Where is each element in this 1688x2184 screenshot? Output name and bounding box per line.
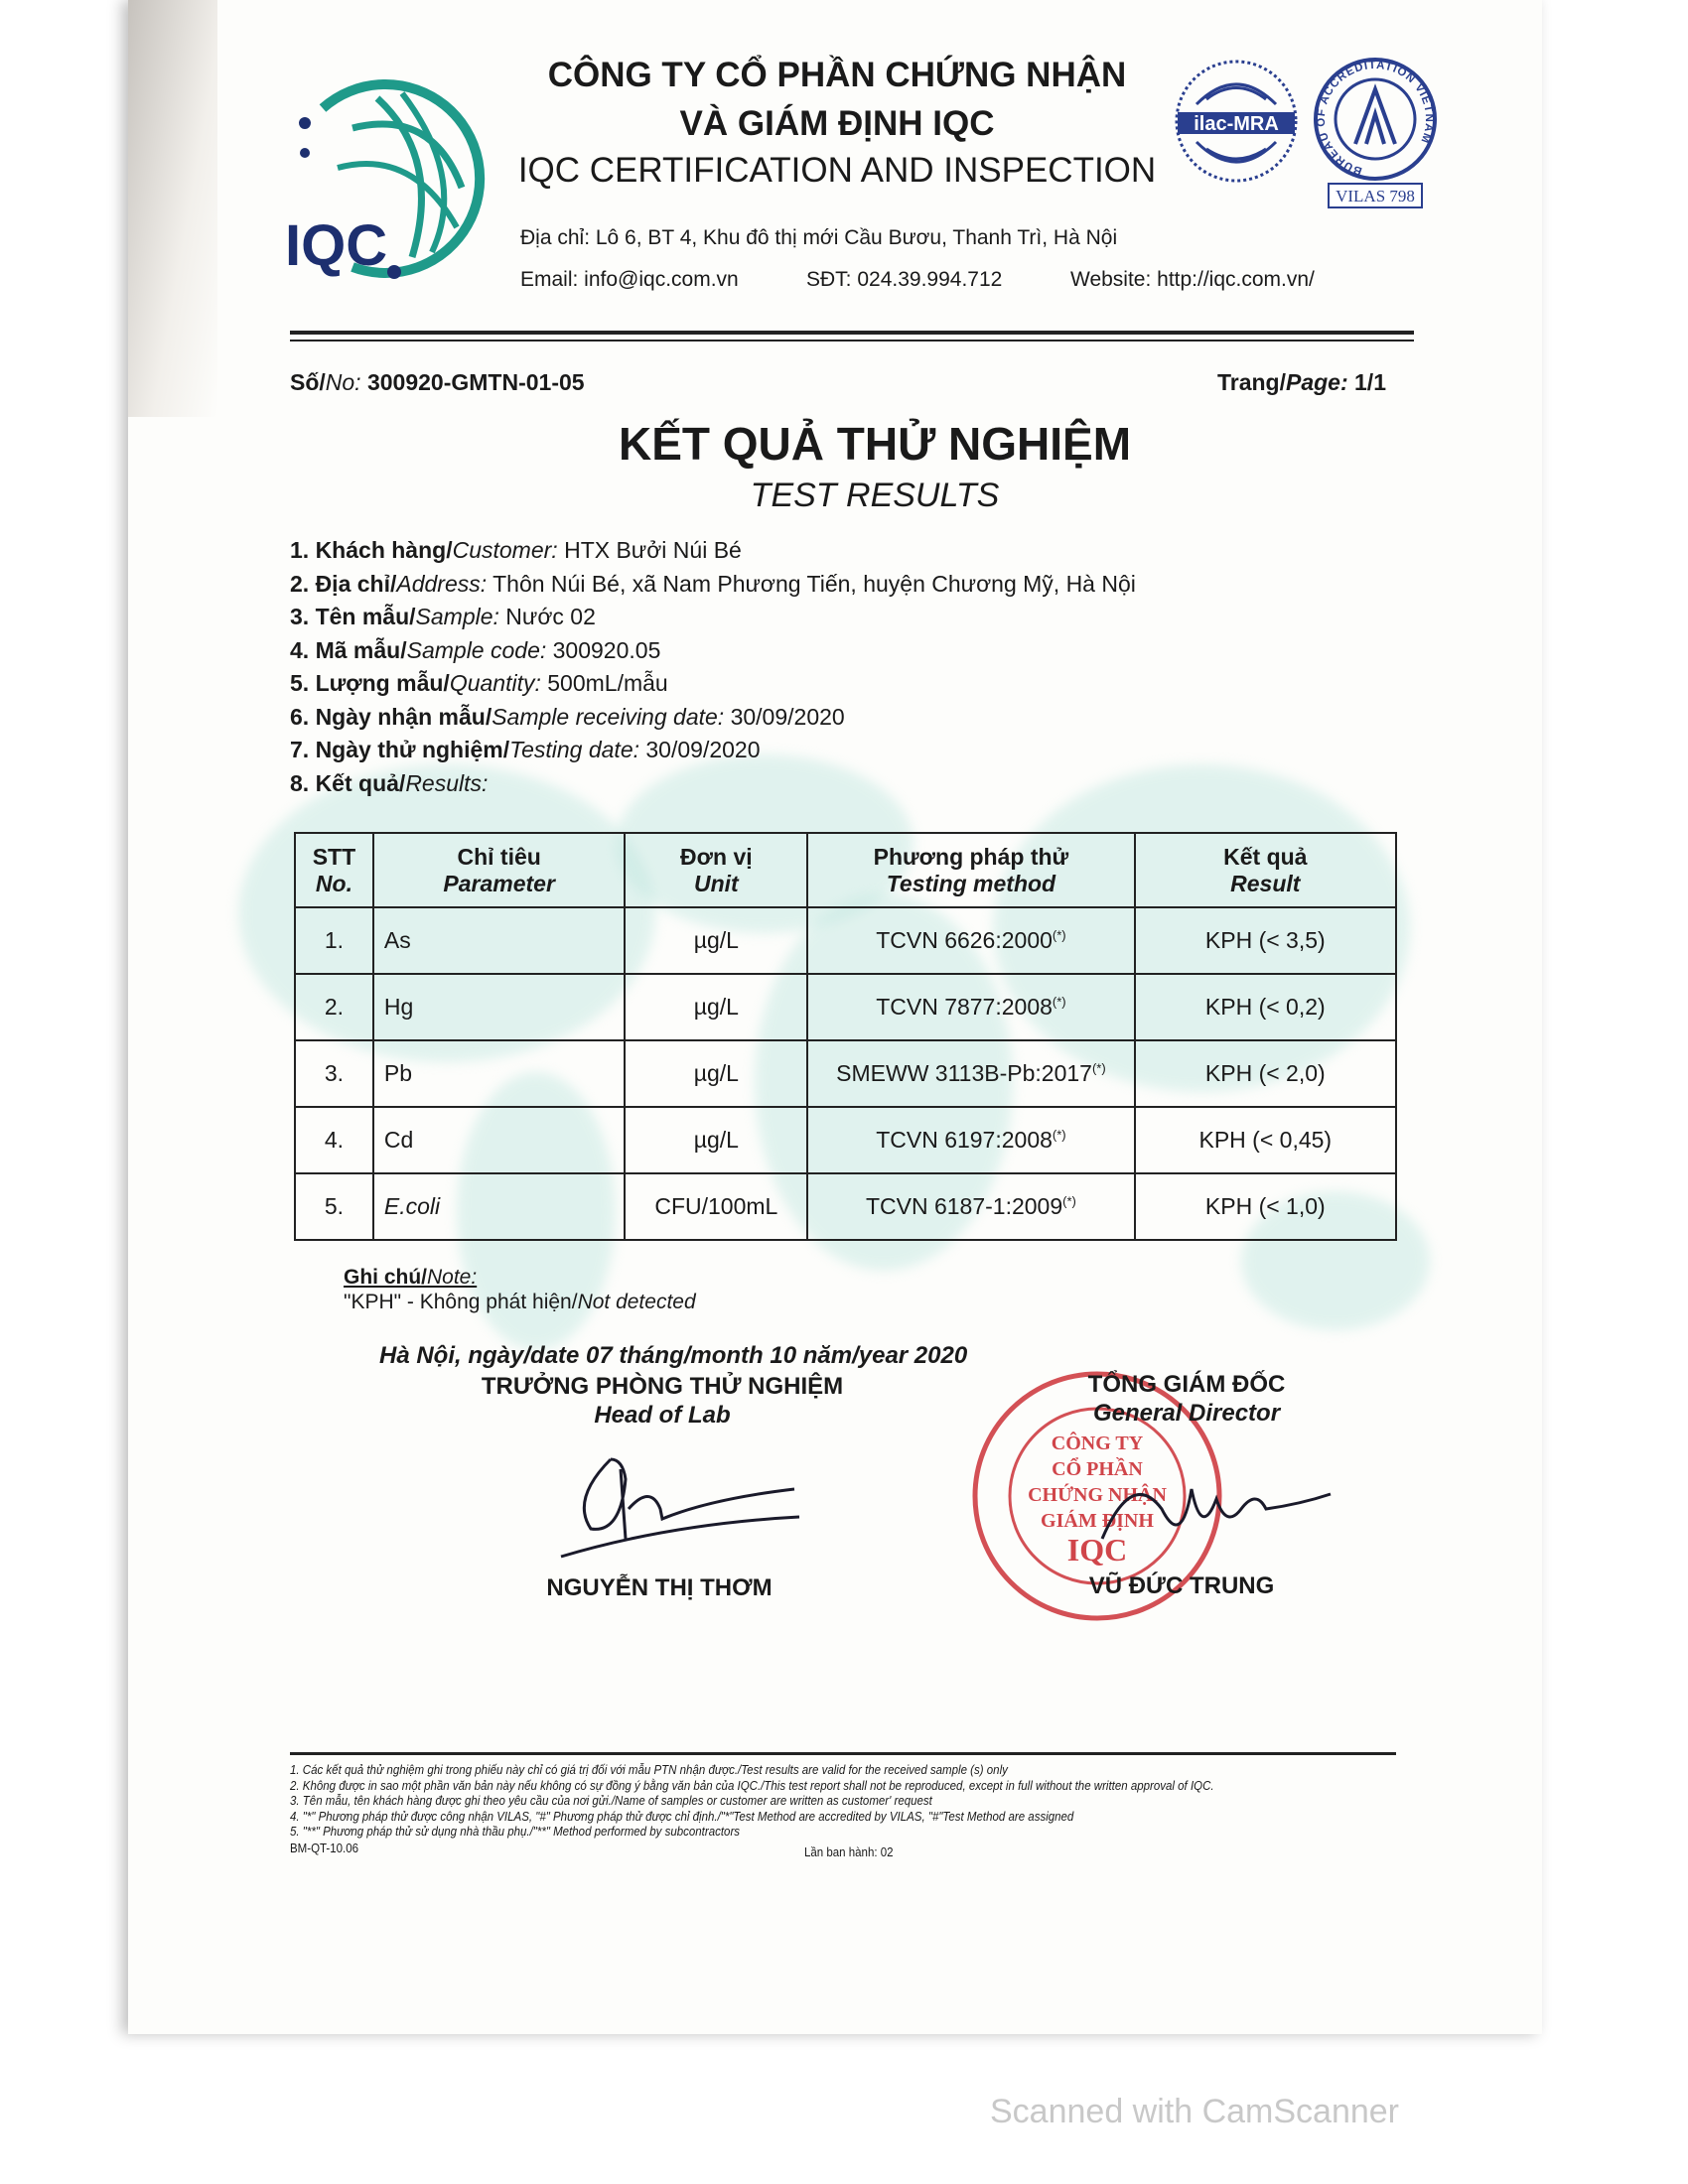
company-name-vn-line2: VÀ GIÁM ĐỊNH IQC — [679, 104, 995, 143]
sample-info-item: 2. Địa chỉ/Address: Thôn Núi Bé, xã Nam Phương Tiến, huyện Chương Mỹ, Hà Nội — [290, 570, 1136, 597]
ilac-mra-badge-icon — [1172, 55, 1301, 189]
svg-text:IQC: IQC — [1066, 1532, 1128, 1568]
cell-parameter: E.coli — [373, 1173, 626, 1240]
company-website: Website: http://iqc.com.vn/ — [1070, 268, 1315, 291]
head-of-lab-title-vn: TRƯỞNG PHÒNG THỬ NGHIỆM — [481, 1373, 844, 1400]
column-header: STT No. — [295, 833, 373, 907]
cell-unit: CFU/100mL — [625, 1173, 807, 1240]
cell-result: KPH (< 0,45) — [1135, 1107, 1396, 1173]
iqc-logo — [283, 68, 492, 283]
svg-text:VILAS 798: VILAS 798 — [1336, 187, 1415, 205]
cell-no: 4. — [295, 1107, 373, 1173]
director-title-en: General Director — [1092, 1400, 1281, 1427]
cell-result: KPH (< 1,0) — [1135, 1173, 1396, 1240]
cell-no: 2. — [295, 974, 373, 1040]
document-number: Số/No: 300920-GMTN-01-05 — [290, 369, 585, 395]
company-name-en: IQC CERTIFICATION AND INSPECTION — [517, 151, 1157, 190]
document-title: KẾT QUẢ THỬ NGHIỆM — [618, 418, 1132, 470]
footer-note: 1. Các kết quả thử nghiệm ghi trong phiếu này chỉ có giá trị đối với mẫu PTN nhận được./Test results are valid for the received sample (s) only — [290, 1763, 1008, 1777]
cell-parameter: Cd — [373, 1107, 626, 1173]
column-header: Phương pháp thử Testing method — [807, 833, 1134, 907]
page-curl-shadow — [128, 0, 217, 417]
head-of-lab-name: NGUYỄN THỊ THƠM — [546, 1574, 773, 1601]
cell-no: 5. — [295, 1173, 373, 1240]
sample-info-item: 6. Ngày nhận mẫu/Sample receiving date: 30/09/2020 — [290, 703, 845, 730]
cell-method: TCVN 6197:2008(*) — [807, 1107, 1134, 1173]
boa-vilas-badge-icon — [1309, 55, 1443, 213]
boa-ring-text: BUREAU OF ACCREDITATION VIETNAM — [1315, 59, 1436, 178]
head-of-lab-signature — [551, 1439, 809, 1569]
cell-parameter: Hg — [373, 974, 626, 1040]
sample-info-item: 5. Lượng mẫu/Quantity: 500mL/mẫu — [290, 670, 668, 696]
footer-note: 4. "*" Phương pháp thử được công nhận VILAS, "#" Phương pháp thử được chỉ định./"*"Test Method are accredited by VILAS, "#"Test Method are assigned — [290, 1809, 1074, 1824]
note-label: Ghi chú/Note: — [344, 1266, 478, 1289]
cell-parameter: As — [373, 907, 626, 974]
sample-info-item: 4. Mã mẫu/Sample code: 300920.05 — [290, 636, 661, 663]
table-row — [295, 1040, 1396, 1107]
header-divider-thin — [290, 340, 1414, 341]
footer-divider — [290, 1752, 1396, 1755]
cell-method: TCVN 7877:2008(*) — [807, 974, 1134, 1040]
cell-unit: µg/L — [625, 974, 807, 1040]
footer-note: 5. "**" Phương pháp thử sử dụng nhà thầu phụ./"**" Method performed by subcontractors — [290, 1825, 741, 1839]
company-name-vn-line1: CÔNG TY CỔ PHẦN CHỨNG NHẬN — [547, 56, 1127, 94]
results-table — [294, 832, 1397, 1241]
cell-result: KPH (< 2,0) — [1135, 1040, 1396, 1107]
table-row — [295, 1173, 1396, 1240]
footer-note: 2. Không được in sao một phần văn bản này nếu không có sự đồng ý bằng văn bản của IQC./This test report shall not be reproduced, except in full without the written approval of IQC. — [290, 1778, 1214, 1793]
document-subtitle: TEST RESULTS — [750, 477, 1000, 514]
sample-info-item: 7. Ngày thử nghiệm/Testing date: 30/09/2020 — [290, 737, 761, 762]
svg-text:CÔNG TY: CÔNG TY — [1051, 1433, 1144, 1454]
company-address: Địa chỉ: Lô 6, BT 4, Khu đô thị mới Cầu Bươu, Thanh Trì, Hà Nội — [520, 226, 1118, 249]
company-email: Email: info@iqc.com.vn — [520, 268, 739, 291]
column-header: Kết quả Result — [1135, 833, 1396, 907]
cell-method: TCVN 6187-1:2009(*) — [807, 1173, 1134, 1240]
page-number: Trang/Page: 1/1 — [1216, 369, 1386, 395]
table-row — [295, 1107, 1396, 1173]
cell-parameter: Pb — [373, 1040, 626, 1107]
sample-info-item: 8. Kết quả/Results: — [290, 769, 489, 796]
cell-method: SMEWW 3113B-Pb:2017(*) — [807, 1040, 1134, 1107]
sign-date: Hà Nội, ngày/date 07 tháng/month 10 năm/year 2020 — [379, 1342, 968, 1369]
sample-info-item: 3. Tên mẫu/Sample: Nước 02 — [290, 604, 596, 629]
cell-unit: µg/L — [625, 1040, 807, 1107]
header-divider — [290, 331, 1414, 335]
svg-text:ilac-MRA: ilac-MRA — [1194, 113, 1279, 135]
svg-text:CHỨNG NHẬN: CHỨNG NHẬN — [1028, 1484, 1167, 1506]
footer-note: 3. Tên mẫu, tên khách hàng được ghi theo yêu cầu của nơi gửi./Name of samples or customer are written as customer' request — [290, 1794, 932, 1808]
head-of-lab-title-en: Head of Lab — [594, 1402, 731, 1429]
svg-text:GIÁM ĐỊNH: GIÁM ĐỊNH — [1041, 1510, 1154, 1532]
column-header: Chỉ tiêu Parameter — [373, 833, 626, 907]
director-name: VŨ ĐỨC TRUNG — [1088, 1572, 1275, 1599]
edition: Lần ban hành: 02 — [804, 1845, 894, 1859]
table-row — [295, 907, 1396, 974]
cell-unit: µg/L — [625, 907, 807, 974]
note-text: "KPH" - Không phát hiện/Not detected — [344, 1291, 696, 1313]
sample-info-item: 1. Khách hàng/Customer: HTX Bưởi Núi Bé — [290, 537, 742, 563]
column-header: Đơn vị Unit — [625, 833, 807, 907]
table-row — [295, 974, 1396, 1040]
form-code: BM-QT-10.06 — [290, 1842, 359, 1855]
svg-text:IQC: IQC — [285, 213, 388, 278]
company-phone: SĐT: 024.39.994.712 — [806, 268, 1003, 291]
svg-text:CỔ PHẦN: CỔ PHẦN — [1052, 1458, 1143, 1480]
cell-method: TCVN 6626:2000(*) — [807, 907, 1134, 974]
director-signature — [1043, 1449, 1340, 1569]
cell-unit: µg/L — [625, 1107, 807, 1173]
cell-no: 3. — [295, 1040, 373, 1107]
cell-no: 1. — [295, 907, 373, 974]
director-title-vn: TỔNG GIÁM ĐỐC — [1087, 1371, 1286, 1398]
cell-result: KPH (< 3,5) — [1135, 907, 1396, 974]
camscanner-watermark: Scanned with CamScanner — [990, 2093, 1400, 2130]
cell-result: KPH (< 0,2) — [1135, 974, 1396, 1040]
